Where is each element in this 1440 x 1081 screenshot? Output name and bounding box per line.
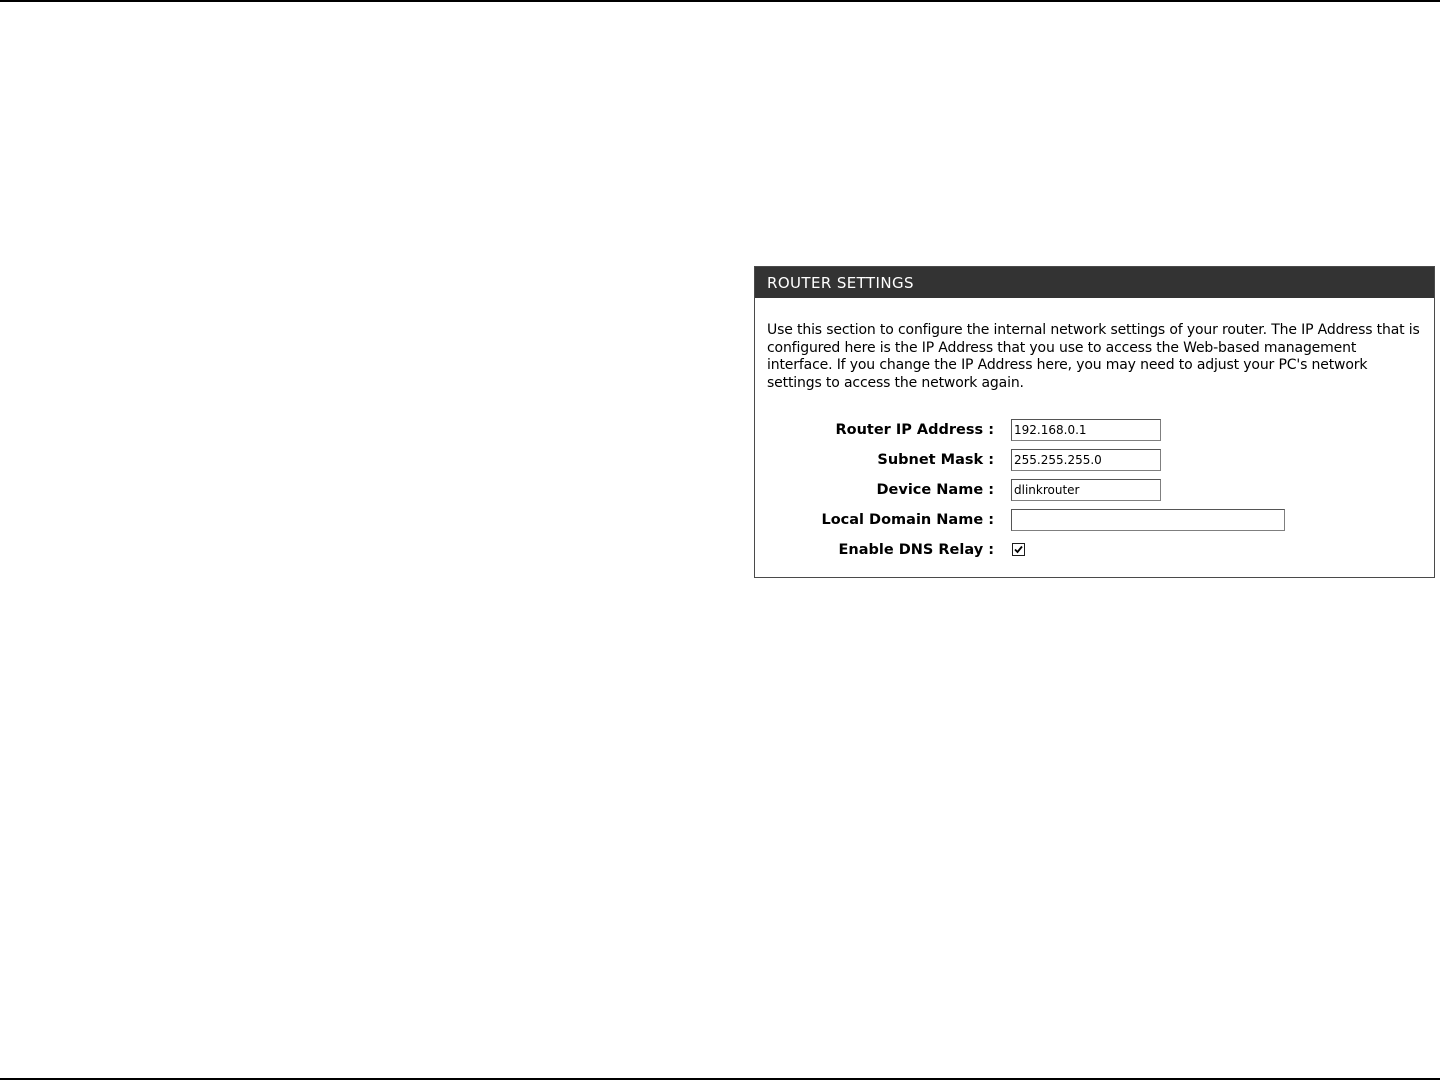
dns-relay-label: Enable DNS Relay : — [838, 542, 994, 558]
subnet-mask-row — [755, 448, 1434, 472]
panel-description: Use this section to configure the internal network settings of your router. The IP Address that is configured here is the IP Address that you use to access the Web-based management interface. If you change the IP Address here, you may need to adjust your PC's network settings to access the network again. — [767, 322, 1420, 391]
dns-relay-row — [755, 538, 1434, 562]
router-ip-label: Router IP Address : — [835, 422, 994, 438]
router-ip-row — [755, 418, 1434, 442]
checkmark-icon — [1014, 545, 1023, 554]
bottom-divider — [0, 1078, 1440, 1080]
subnet-mask-label: Subnet Mask : — [877, 452, 994, 468]
panel-title: ROUTER SETTINGS — [755, 267, 1434, 298]
device-name-row — [755, 478, 1434, 502]
device-name-label: Device Name : — [876, 482, 994, 498]
router-settings-panel — [754, 266, 1435, 578]
local-domain-label: Local Domain Name : — [821, 512, 994, 528]
top-divider — [0, 0, 1440, 2]
router-ip-input[interactable] — [1011, 419, 1161, 441]
local-domain-input[interactable] — [1011, 509, 1285, 531]
dns-relay-checkbox[interactable] — [1012, 543, 1025, 556]
local-domain-row — [755, 508, 1434, 532]
device-name-input[interactable] — [1011, 479, 1161, 501]
subnet-mask-input[interactable] — [1011, 449, 1161, 471]
